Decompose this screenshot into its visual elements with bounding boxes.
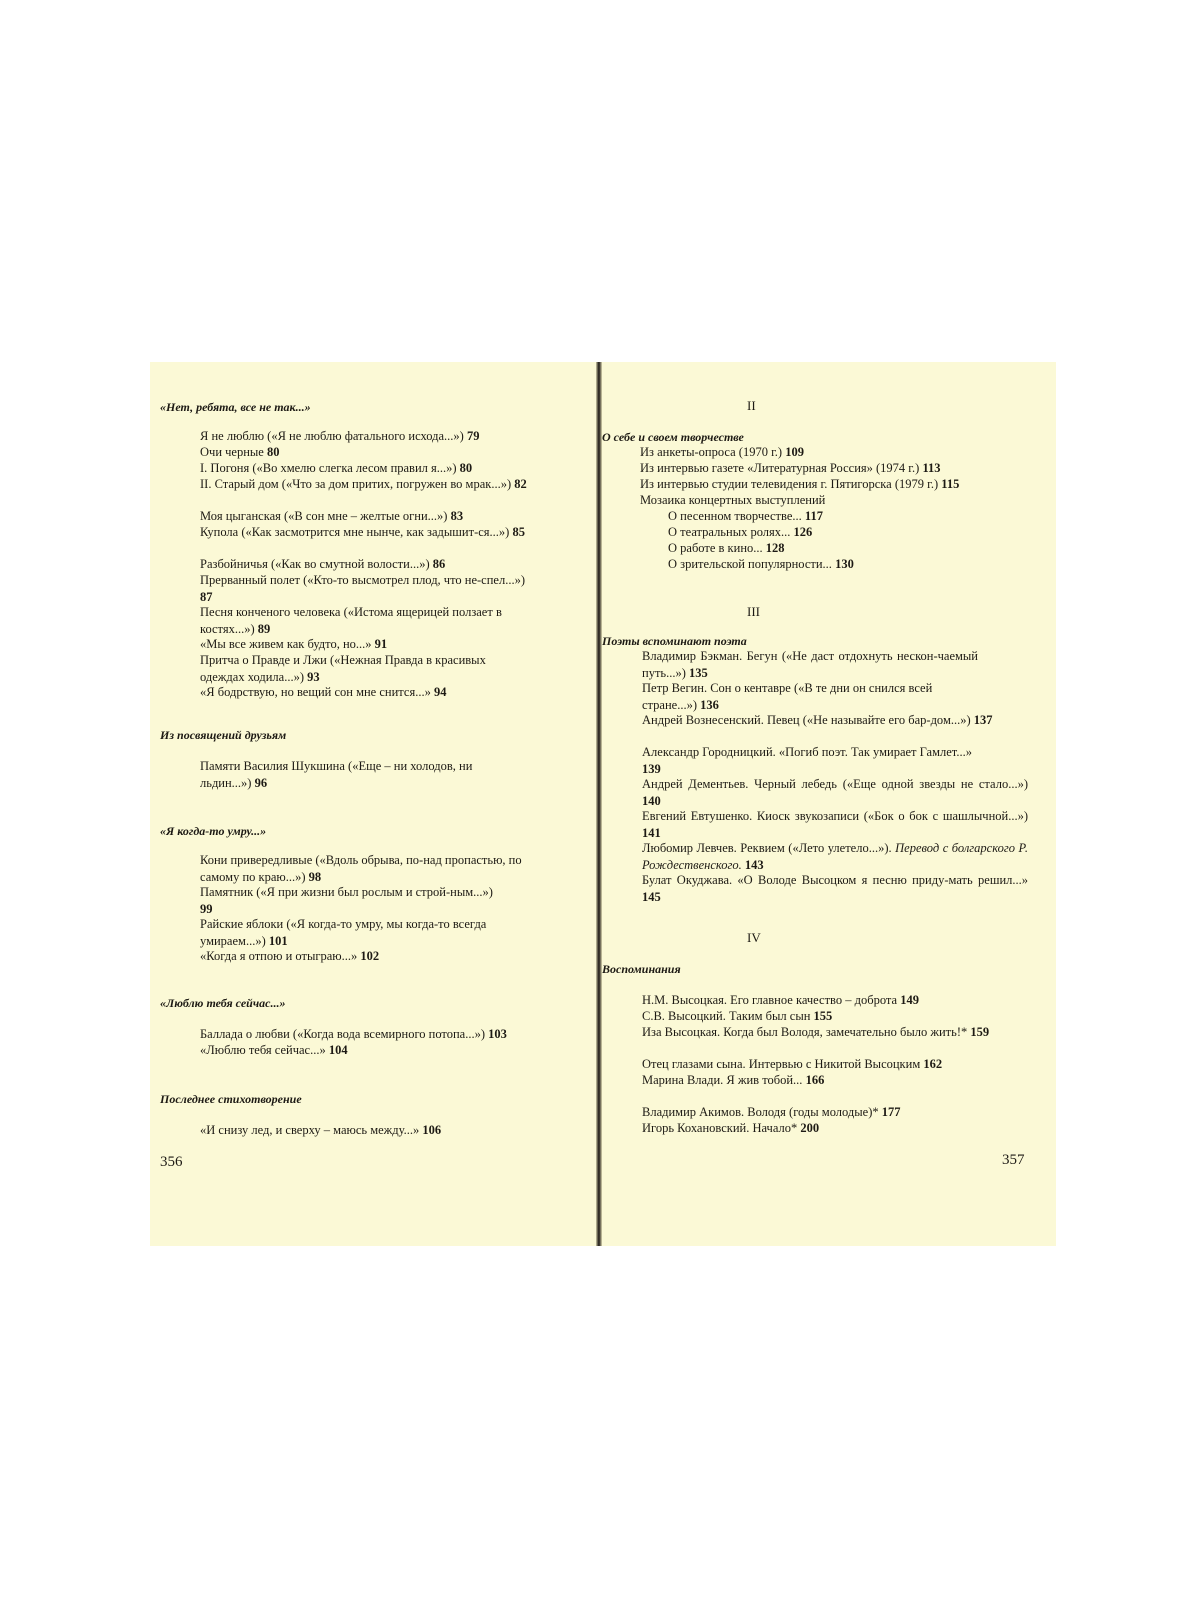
toc-entry: Прерванный полет («Кто-то высмотрел плод, что не-спел...») 87 xyxy=(200,573,525,604)
toc-entry: С.В. Высоцкий. Таким был сын 155 xyxy=(642,1009,833,1023)
toc-entry: Игорь Кохановский. Начало* 200 xyxy=(642,1121,820,1135)
page-number: 357 xyxy=(1002,1152,1025,1168)
toc-entry: Очи черные 80 xyxy=(200,445,280,459)
page-number: 356 xyxy=(160,1154,183,1170)
toc-entry: Булат Окуджава. «О Володе Высоцком я песню приду-мать решил...» 145 xyxy=(642,873,1028,904)
toc-entry: Андрей Дементьев. Черный лебедь («Еще одной звезды не стало...») 140 xyxy=(642,777,1028,808)
section-heading: «Нет, ребята, все не так...» xyxy=(160,400,311,414)
toc-entry: II. Старый дом («Что за дом притих, погружен во мрак...») 82 xyxy=(200,477,527,491)
section-heading: Последнее стихотворение xyxy=(160,1092,302,1106)
toc-entry: Райские яблоки («Я когда-то умру, мы когда-то всегда умираем...») 101 xyxy=(200,917,487,948)
toc-entry: «Люблю тебя сейчас...» 104 xyxy=(200,1043,348,1057)
toc-entry: Моя цыганская («В сон мне – желтые огни...») 83 xyxy=(200,509,464,523)
toc-entry: О песенном творчестве... 117 xyxy=(668,509,823,523)
section-heading: Из посвящений друзьям xyxy=(160,728,287,742)
toc-entry: Мозаика концертных выступлений xyxy=(640,493,826,507)
toc-entry: Притча о Правде и Лжи («Нежная Правда в красивых одеждах ходила...») 93 xyxy=(200,653,486,684)
toc-entry: О зрительской популярности... 130 xyxy=(668,557,854,571)
toc-entry: I. Погоня («Во хмелю слегка лесом правил я...») 80 xyxy=(200,461,473,475)
right-page xyxy=(602,362,1056,1246)
toc-entry: Памяти Василия Шукшина («Еще – ни холодов, ни льдин...») 96 xyxy=(200,759,473,790)
section-heading: Поэты вспоминают поэта xyxy=(602,634,747,648)
toc-entry: Н.М. Высоцкая. Его главное качество – доброта 149 xyxy=(642,993,919,1007)
toc-entry: О театральных ролях... 126 xyxy=(668,525,813,539)
toc-entry: Владимир Акимов. Володя (годы молодые)* 177 xyxy=(642,1105,901,1119)
toc-entry: Владимир Бэкман. Бегун («Не даст отдохнуть нескон-чаемый путь...») 135 xyxy=(642,649,978,680)
book-spread xyxy=(150,362,1056,1246)
toc-entry: Отец глазами сына. Интервью с Никитой Высоцким 162 xyxy=(642,1057,943,1071)
toc-entry: Марина Влади. Я жив тобой... 166 xyxy=(642,1073,825,1087)
toc-entry: Из интервью газете «Литературная Россия» (1974 г.) 113 xyxy=(640,461,941,475)
toc-entry: Из анкеты-опроса (1970 г.) 109 xyxy=(640,445,804,459)
toc-entry: Александр Городницкий. «Погиб поэт. Так умирает Гамлет...» 139 xyxy=(642,745,972,776)
toc-entry: «Мы все живем как будто, но...» 91 xyxy=(200,637,388,651)
toc-entry: Песня конченого человека («Истома ящерицей ползает в костях...») 89 xyxy=(200,605,502,636)
toc-entry: Памятник («Я при жизни был рослым и строй-ным...») 99 xyxy=(200,885,493,916)
part-numeral: II xyxy=(747,398,756,413)
toc-entry: Из интервью студии телевидения г. Пятигорска (1979 г.) 115 xyxy=(640,477,960,491)
toc-entry: Любомир Левчев. Реквием («Лето улетело...»). Перевод с болгарского Р. Рождественского. 143 xyxy=(642,841,1028,872)
section-heading: «Люблю тебя сейчас...» xyxy=(160,996,286,1010)
toc-entry: Разбойничья («Как во смутной волости...») 86 xyxy=(200,557,446,571)
left-page xyxy=(150,362,596,1246)
section-heading: Воспоминания xyxy=(602,962,681,976)
toc-entry: Я не люблю («Я не люблю фатального исхода...») 79 xyxy=(200,429,480,443)
toc-entry: Петр Вегин. Сон о кентавре («В те дни он снился всей стране...») 136 xyxy=(642,681,933,712)
toc-entry: «Когда я отпою и отыграю...» 102 xyxy=(200,949,380,963)
toc-entry: Евгений Евтушенко. Киоск звукозаписи («Бок о бок с шашлычной...») 141 xyxy=(642,809,1028,840)
part-numeral: III xyxy=(747,604,760,619)
section-heading: «Я когда-то умру...» xyxy=(160,824,267,838)
toc-entry: «Я бодрствую, но вещий сон мне снится...» 94 xyxy=(200,685,447,699)
toc-entry: Купола («Как засмотрится мне нынче, как задышит-ся...») 85 xyxy=(200,525,525,539)
toc-entry: О работе в кино... 128 xyxy=(668,541,785,555)
part-numeral: IV xyxy=(747,930,761,945)
section-heading: О себе и своем творчестве xyxy=(602,430,744,444)
toc-entry: Иза Высоцкая. Когда был Володя, замечательно было жить!* 159 xyxy=(642,1025,990,1039)
toc-entry: «И снизу лед, и сверху – маюсь между...» 106 xyxy=(200,1123,442,1137)
toc-entry: Андрей Вознесенский. Певец («Не называйте его бар-дом...») 137 xyxy=(642,713,993,727)
toc-entry: Кони привередливые («Вдоль обрыва, по-над пропастью, по самому по краю...») 98 xyxy=(200,853,522,884)
toc-entry: Баллада о любви («Когда вода всемирного потопа...») 103 xyxy=(200,1027,507,1041)
